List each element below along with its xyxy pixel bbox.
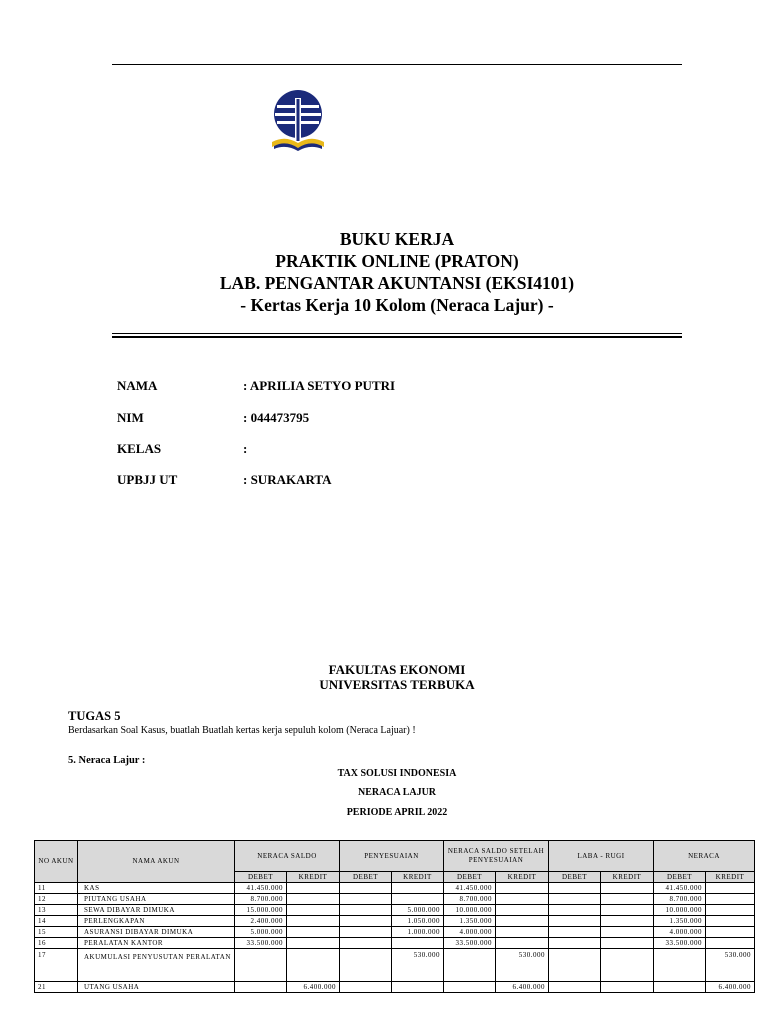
amount-cell — [340, 905, 392, 916]
amount-cell: 10.000.000 — [444, 905, 496, 916]
table-row — [35, 916, 755, 927]
amount-cell: 1.350.000 — [654, 916, 706, 927]
header-laba-rugi: LABA - RUGI — [549, 841, 654, 872]
title-line-1: BUKU KERJA — [339, 229, 455, 249]
amount-cell — [706, 883, 755, 894]
amount-cell: 6.400.000 — [287, 982, 340, 993]
amount-cell: 4.000.000 — [654, 927, 706, 938]
amount-cell — [549, 916, 601, 927]
amount-cell — [340, 916, 392, 927]
task-instruction: Berdasarkan Soal Kasus, buatlah Buatlah kertas kerja sepuluh kolom (Neraca Lajuar) ! — [68, 725, 416, 736]
faculty-block — [112, 662, 682, 692]
amount-cell — [496, 916, 549, 927]
amount-cell: 1.050.000 — [392, 916, 444, 927]
account-number-cell: 16 — [35, 938, 78, 949]
task-heading: TUGAS 5 — [68, 709, 121, 723]
table-row — [35, 905, 755, 916]
amount-cell — [706, 894, 755, 905]
header-kredit: KREDIT — [392, 872, 444, 883]
amount-cell: 8.700.000 — [654, 894, 706, 905]
account-name-cell: AKUMULASI PENYUSUTAN PERALATAN — [78, 949, 235, 982]
amount-cell: 10.000.000 — [654, 905, 706, 916]
report-period: PERIODE APRIL 2022 — [346, 807, 448, 818]
amount-cell — [496, 894, 549, 905]
amount-cell: 2.400.000 — [235, 916, 287, 927]
account-name-cell: PERALATAN KANTOR — [78, 938, 235, 949]
amount-cell: 8.700.000 — [235, 894, 287, 905]
amount-cell: 1.350.000 — [444, 916, 496, 927]
account-name-cell: PERLENGKAPAN — [78, 916, 235, 927]
amount-cell: 530.000 — [392, 949, 444, 982]
amount-cell — [340, 949, 392, 982]
header-kredit: KREDIT — [287, 872, 340, 883]
amount-cell — [601, 949, 654, 982]
upbjj-label: UPBJJ UT — [117, 472, 178, 487]
amount-cell: 33.500.000 — [444, 938, 496, 949]
amount-cell — [601, 883, 654, 894]
nama-value: : APRILIA SETYO PUTRI — [243, 378, 396, 393]
amount-cell — [340, 938, 392, 949]
account-name-cell: SEWA DIBAYAR DIMUKA — [78, 905, 235, 916]
title-line-2: PRAKTIK ONLINE (PRATON) — [275, 251, 519, 271]
amount-cell — [287, 927, 340, 938]
amount-cell — [392, 894, 444, 905]
amount-cell — [706, 916, 755, 927]
amount-cell — [549, 905, 601, 916]
amount-cell — [444, 949, 496, 982]
amount-cell — [549, 927, 601, 938]
title-line-4: - Kertas Kerja 10 Kolom (Neraca Lajur) - — [240, 295, 554, 315]
amount-cell — [235, 982, 287, 993]
header-penyesuaian: PENYESUAIAN — [340, 841, 444, 872]
amount-cell — [549, 938, 601, 949]
header-debet: DEBET — [340, 872, 392, 883]
worksheet-body — [35, 883, 755, 993]
amount-cell — [340, 894, 392, 905]
amount-cell: 33.500.000 — [654, 938, 706, 949]
amount-cell: 33.500.000 — [235, 938, 287, 949]
amount-cell — [287, 938, 340, 949]
amount-cell: 4.000.000 — [444, 927, 496, 938]
amount-cell: 5.000.000 — [235, 927, 287, 938]
amount-cell — [444, 982, 496, 993]
account-number-cell: 11 — [35, 883, 78, 894]
amount-cell — [549, 894, 601, 905]
amount-cell — [654, 982, 706, 993]
amount-cell — [654, 949, 706, 982]
title-block — [112, 228, 682, 316]
kelas-value: : — [243, 441, 248, 456]
header-no-akun: NO AKUN — [35, 841, 78, 883]
amount-cell — [601, 916, 654, 927]
table-row — [35, 982, 755, 993]
report-name: NERACA LAJUR — [357, 787, 437, 798]
amount-cell — [706, 905, 755, 916]
account-number-cell: 15 — [35, 927, 78, 938]
amount-cell: 15.000.000 — [235, 905, 287, 916]
header-debet: DEBET — [235, 872, 287, 883]
amount-cell: 1.000.000 — [392, 927, 444, 938]
account-number-cell: 12 — [35, 894, 78, 905]
header-neraca-saldo: NERACA SALDO — [235, 841, 340, 872]
universitas-terbuka-logo-icon — [268, 88, 328, 154]
amount-cell — [392, 982, 444, 993]
amount-cell: 41.450.000 — [444, 883, 496, 894]
amount-cell — [392, 938, 444, 949]
table-row — [35, 938, 755, 949]
header-nssp: NERACA SALDO SETELAH PENYESUAIAN — [444, 841, 549, 872]
amount-cell — [601, 905, 654, 916]
kelas-label: KELAS — [117, 441, 162, 456]
header-debet: DEBET — [654, 872, 706, 883]
amount-cell: 530.000 — [496, 949, 549, 982]
amount-cell — [496, 927, 549, 938]
worksheet-table — [34, 840, 755, 993]
amount-cell — [549, 982, 601, 993]
table-row — [35, 894, 755, 905]
company-name: TAX SOLUSI INDONESIA — [337, 768, 457, 779]
amount-cell — [496, 938, 549, 949]
amount-cell — [601, 982, 654, 993]
title-line-3: LAB. PENGANTAR AKUNTANSI (EKSI4101) — [219, 273, 575, 293]
header-kredit: KREDIT — [601, 872, 654, 883]
amount-cell — [496, 905, 549, 916]
account-number-cell: 17 — [35, 949, 78, 982]
table-row — [35, 927, 755, 938]
account-number-cell: 13 — [35, 905, 78, 916]
account-number-cell: 21 — [35, 982, 78, 993]
amount-cell — [706, 938, 755, 949]
amount-cell — [340, 927, 392, 938]
section-heading: 5. Neraca Lajur : — [68, 755, 146, 766]
account-name-cell: PIUTANG USAHA — [78, 894, 235, 905]
amount-cell — [392, 883, 444, 894]
nim-label: NIM — [117, 410, 144, 425]
amount-cell: 41.450.000 — [235, 883, 287, 894]
amount-cell — [549, 883, 601, 894]
header-debet: DEBET — [444, 872, 496, 883]
table-row — [35, 949, 755, 982]
amount-cell — [287, 949, 340, 982]
double-rule — [112, 333, 682, 338]
amount-cell: 530.000 — [706, 949, 755, 982]
amount-cell: 41.450.000 — [654, 883, 706, 894]
faculty-name: FAKULTAS EKONOMI — [328, 662, 466, 677]
header-kredit: KREDIT — [496, 872, 549, 883]
amount-cell — [287, 916, 340, 927]
amount-cell: 6.400.000 — [496, 982, 549, 993]
account-number-cell: 14 — [35, 916, 78, 927]
amount-cell — [287, 905, 340, 916]
account-name-cell: ASURANSI DIBAYAR DIMUKA — [78, 927, 235, 938]
amount-cell — [235, 949, 287, 982]
amount-cell — [340, 982, 392, 993]
amount-cell — [706, 927, 755, 938]
nama-label: NAMA — [117, 378, 158, 393]
nim-value: : 044473795 — [243, 410, 310, 425]
amount-cell — [287, 894, 340, 905]
amount-cell — [601, 938, 654, 949]
amount-cell: 6.400.000 — [706, 982, 755, 993]
account-name-cell: UTANG USAHA — [78, 982, 235, 993]
top-rule — [112, 64, 682, 65]
header-debet: DEBET — [549, 872, 601, 883]
header-kredit: KREDIT — [706, 872, 755, 883]
table-row — [35, 883, 755, 894]
upbjj-value: : SURAKARTA — [243, 472, 332, 487]
account-name-cell: KAS — [78, 883, 235, 894]
amount-cell: 8.700.000 — [444, 894, 496, 905]
header-nama-akun: NAMA AKUN — [78, 841, 235, 883]
amount-cell — [601, 927, 654, 938]
amount-cell — [287, 883, 340, 894]
header-neraca: NERACA — [654, 841, 755, 872]
amount-cell — [340, 883, 392, 894]
amount-cell — [496, 883, 549, 894]
amount-cell: 5.000.000 — [392, 905, 444, 916]
amount-cell — [549, 949, 601, 982]
university-name: UNIVERSITAS TERBUKA — [319, 677, 475, 692]
amount-cell — [601, 894, 654, 905]
